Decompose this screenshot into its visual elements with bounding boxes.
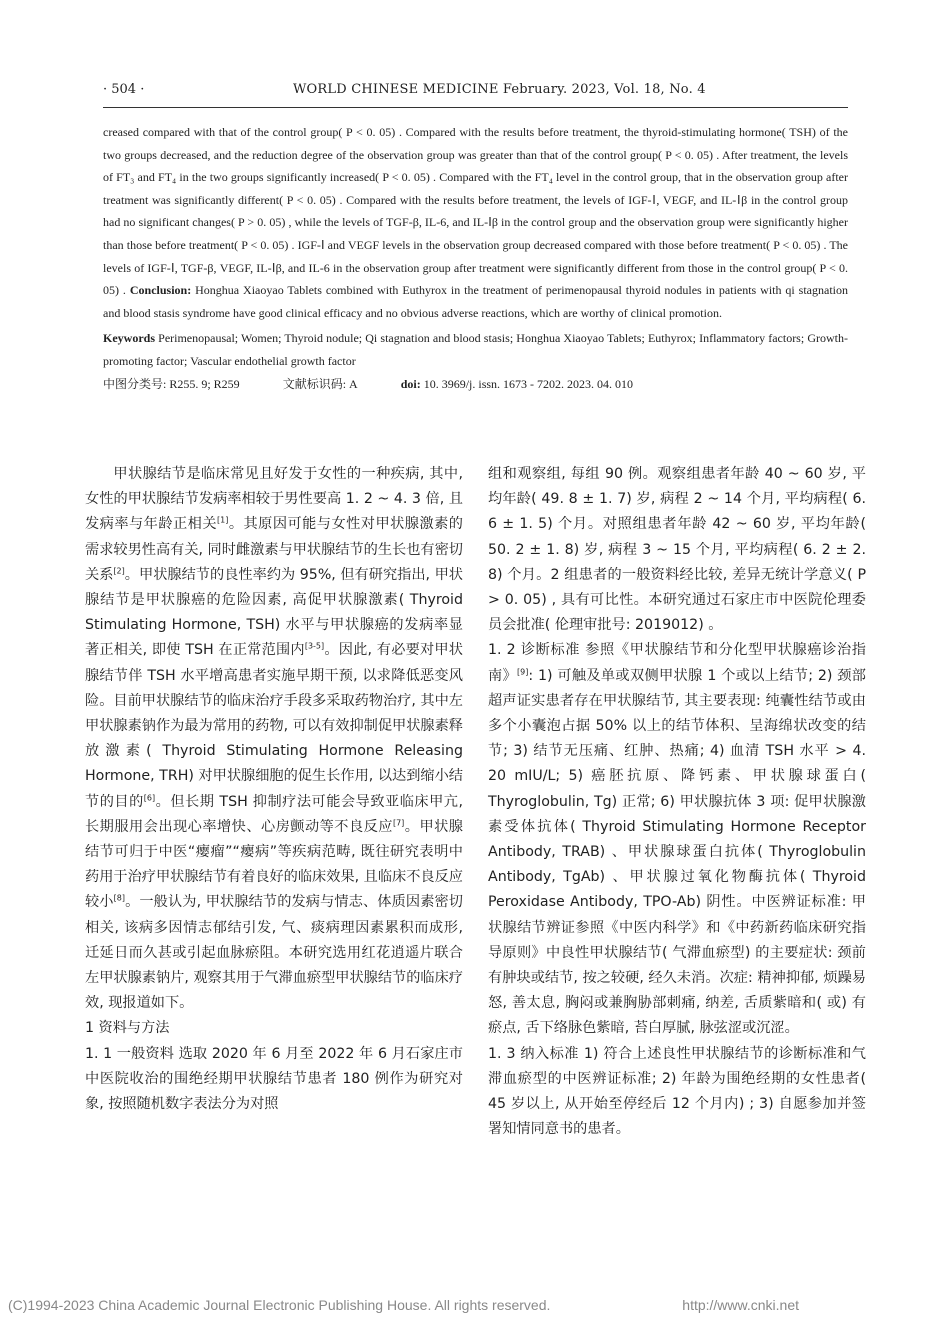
document-code: 文献标识码: A [282, 376, 358, 391]
citation-3: [3-5] [304, 641, 325, 651]
journal-info: WORLD CHINESE MEDICINE February. 2023, Vol. 18, No. 4 [293, 82, 706, 97]
right-column [488, 462, 866, 1142]
intro-text-1: 甲状腺结节是临床常见且好发于女性的一种疾病, 其中, 女性的甲状腺结节发病率相较于男性要高 1. 2 ~ 4. 3 倍, 且发病率与年龄正相关 [85, 466, 463, 533]
intro-text-2: 。其原因可能与女性对甲状腺激素的需求较男性高有关, 同时雌激素与甲状腺结节的生长也有密切关系 [85, 516, 463, 583]
keywords-text: Perimenopausal; Women; Thyroid nodule; Qi stagnation and blood stasis; Honghua Xiaoyao Tablets; Euthyrox; Inflammatory factors; Growth-promoting factor; Vascular endothelial growth factor [103, 331, 848, 368]
section-1-1 [85, 1042, 463, 1118]
citation-9: [9] [517, 666, 529, 676]
abstract-block [103, 121, 848, 395]
conclusion-text: Honghua Xiaoyao Tablets combined with Euthyrox in the treatment of perimenopausal thyroid nodules in patients with qi stagnation and blood stasis syndrome have good clinical efficacy and no obvious adverse reactions, which are worthy of clinical promotion. [103, 283, 848, 320]
section-1-1-text: 选取 2020 年 6 月至 2022 年 6 月石家庄市中医院收治的围绝经期甲状腺结节患者 180 例作为研究对象, 按照随机数字表法分为对照 [85, 1045, 463, 1113]
right-paragraph-1: 组和观察组, 每组 90 例。观察组患者年龄 40 ~ 60 岁, 平均年龄( 49. 8 ± 1. 7) 岁, 病程 2 ~ 14 个月, 平均病程( 6. 6 ± 1. 5) 个月。对照组患者年龄 42 ~ 60 岁, 平均年龄( 50. 2 ± 1. 8) 岁, 病程 3 ~ 15 个月, 平均病程( 6. 2 ± 2. 8) 个月。2 组患者的一般资料经比较, 差异无统计学意义( P > 0. 05) , 具有可比性。本研究通过石家庄市中医院伦理委员会批准( 伦理审批号: 2019012) 。 [488, 466, 866, 634]
section-1-2-heading: 1. 2 诊断标准 [488, 642, 581, 659]
page-number: · 504 · [103, 82, 145, 97]
citation-2: [2] [113, 566, 125, 576]
citation-1: [1] [217, 515, 229, 525]
section-1-1-heading: 1. 1 一般资料 [85, 1045, 174, 1062]
section-1-3-text: 1) 符合上述良性甲状腺结节的诊断标准和气滞血瘀型的中医辨证标准; 2) 年龄为围绝经期的女性患者( 45 岁以上, 从开始至停经后 12 个月内) ; 3) 自愿参加并签署知情同意书的患者。 [488, 1045, 866, 1138]
abstract-text [103, 121, 848, 324]
clc-number: 中图分类号: R255. 9; R259 [103, 376, 240, 391]
page-header [103, 82, 855, 102]
intro-text-4: 。因此, 有必要对甲状腺结节伴 TSH 水平增高患者实施早期干预, 以求降低恶变风险。目前甲状腺结节的临床治疗手段多采取药物治疗, 其中左甲状腺素钠作为最为常用的药物, 可以有效抑制促甲状腺素释放激素( Thyroid Stimulating Hormone Releasing Hormone, TRH) 对甲状腺细胞的促生长作用, 以达到缩小结节的目的 [85, 642, 463, 810]
citation-4: [6] [143, 792, 156, 802]
cnki-link[interactable]: http://www.cnki.net [682, 1297, 799, 1313]
keywords-label: Keywords [103, 331, 155, 346]
section-1-2 [488, 638, 866, 1041]
keywords [103, 327, 848, 372]
doi [401, 377, 673, 391]
abstract-results: creased compared with that of the control group( P < 0. 05) . Compared with the results before treatment, the thyroid-stimulating hormone( TSH) of the two groups decreased, and the reduction degree of the observation group was greater than that of the control group( P < 0. 05) . After treatment, the levels of FT₃ and FT₄ in the two groups significantly increased( P < 0. 05) . Compared with the FT₄ level in the control group, that in the observation group after treatment was significantly different( P < 0. 05) . Compared with the results before treatment, the levels of IGF-Ⅰ, VEGF, and IL-Ⅰβ in the control group had no significant changes( P > 0. 05) , while the levels of TGF-β, IL-6, and IL-Ⅰβ in the control group and the observation group were significantly higher than those before treatment( P < 0. 05) . IGF-Ⅰ and VEGF levels in the observation group decreased compared with those before treatment( P < 0. 05) . The levels of IGF-Ⅰ, TGF-β, VEGF, IL-Ⅰβ, and IL-6 in the observation group after treatment were significantly different from those in the control group( P < 0. 05) . [103, 125, 848, 298]
doi-label: doi: [400, 376, 421, 391]
intro-text-6: 。甲状腺结节可归于中医“瘿瘤”“瘿病”等疾病范畴, 既往研究表明中药用于治疗甲状腺结节有着良好的临床效果, 且临床不良反应较小 [85, 818, 463, 911]
section-1-3 [488, 1042, 866, 1143]
section-1-2-text-a: 参照《甲状腺结节和分化型甲状腺癌诊治指南》 [488, 642, 866, 684]
copyright-notice: (C)1994-2023 China Academic Journal Electronic Publishing House. All rights reserved. [8, 1297, 551, 1313]
section-1-3-heading: 1. 3 纳入标准 [488, 1045, 579, 1062]
section-1-2-text-b: : 1) 可触及单或双侧甲状腺 1 个或以上结节; 2) 颈部超声证实患者存在甲状腺结节, 其主要表现: 纯囊性结节或由多个小囊泡占据 50% 以上的结节体积、呈海绵状改变的结节; 3) 结节无压痛、红肿、热痛; 4) 血清 TSH 水平 > 4. 20 mIU/L; 5) 癌胚抗原、降钙素、甲状腺球蛋白( Thyroglobulin, Tg) 正常; 6) 甲状腺抗体 3 项: 促甲状腺激素受体抗体( Thyroid Stimulating Hormone Receptor Antibody, TRAB) 、甲状腺球蛋白抗体( Thyroglobulin Antibody, TgAb) 、甲状腺过氧化物酶抗体( Thyroid Peroxidase Antibody, TPO-Ab) 阴性。中医辨证标准: 甲状腺结节辨证参照《中医内科学》和《中药新药临床研究指导原则》中良性甲状腺结节( 气滞血瘀型) 的主要症状: 颈前有肿块或结节, 按之较硬, 经久未消。次症: 精神抑郁, 烦躁易怒, 善太息, 胸闷或兼胸胁部刺痛, 纳差, 舌质紫暗和( 或) 有瘀点, 舌下络脉色紫暗, 苔白厚腻, 脉弦涩或沉涩。 [488, 667, 866, 1037]
citation-6: [8] [113, 893, 125, 903]
conclusion-label: Conclusion: [129, 283, 192, 298]
classification-line [103, 373, 848, 396]
intro-text-7: 。一般认为, 甲状腺结节的发病与情志、体质因素密切相关, 该病多因情志郁结引发, 气、痰病理因素累积而成形, 迁延日而久甚或引起血脉瘀阻。本研究选用红花逍遥片联合左甲状腺素钠片, 观察其用于气滞血瘀型甲状腺结节的临床疗效, 现报道如下。 [85, 894, 463, 1012]
doi-value: 10. 3969/j. issn. 1673 - 7202. 2023. 04. 010 [420, 376, 634, 391]
left-column [85, 462, 463, 1117]
section-1-heading: 1 资料与方法 [85, 1020, 170, 1037]
intro-text-3: 。甲状腺结节的良性率约为 95%, 但有研究指出, 甲状腺结节是甲状腺癌的危险因素, 高促甲状腺激素( Thyroid Stimulating Hormone, TSH) 水平与甲状腺癌的发病率显著正相关, 即使 TSH 在正常范围内 [85, 566, 463, 659]
citation-5: [7] [392, 818, 405, 828]
header-divider [103, 107, 848, 108]
intro-paragraph [85, 462, 463, 1016]
intro-text-5: 。但长期 TSH 抑制疗法可能会导致亚临床甲亢, 长期服用会出现心率增快、心房颤动等不良反应 [85, 793, 463, 835]
